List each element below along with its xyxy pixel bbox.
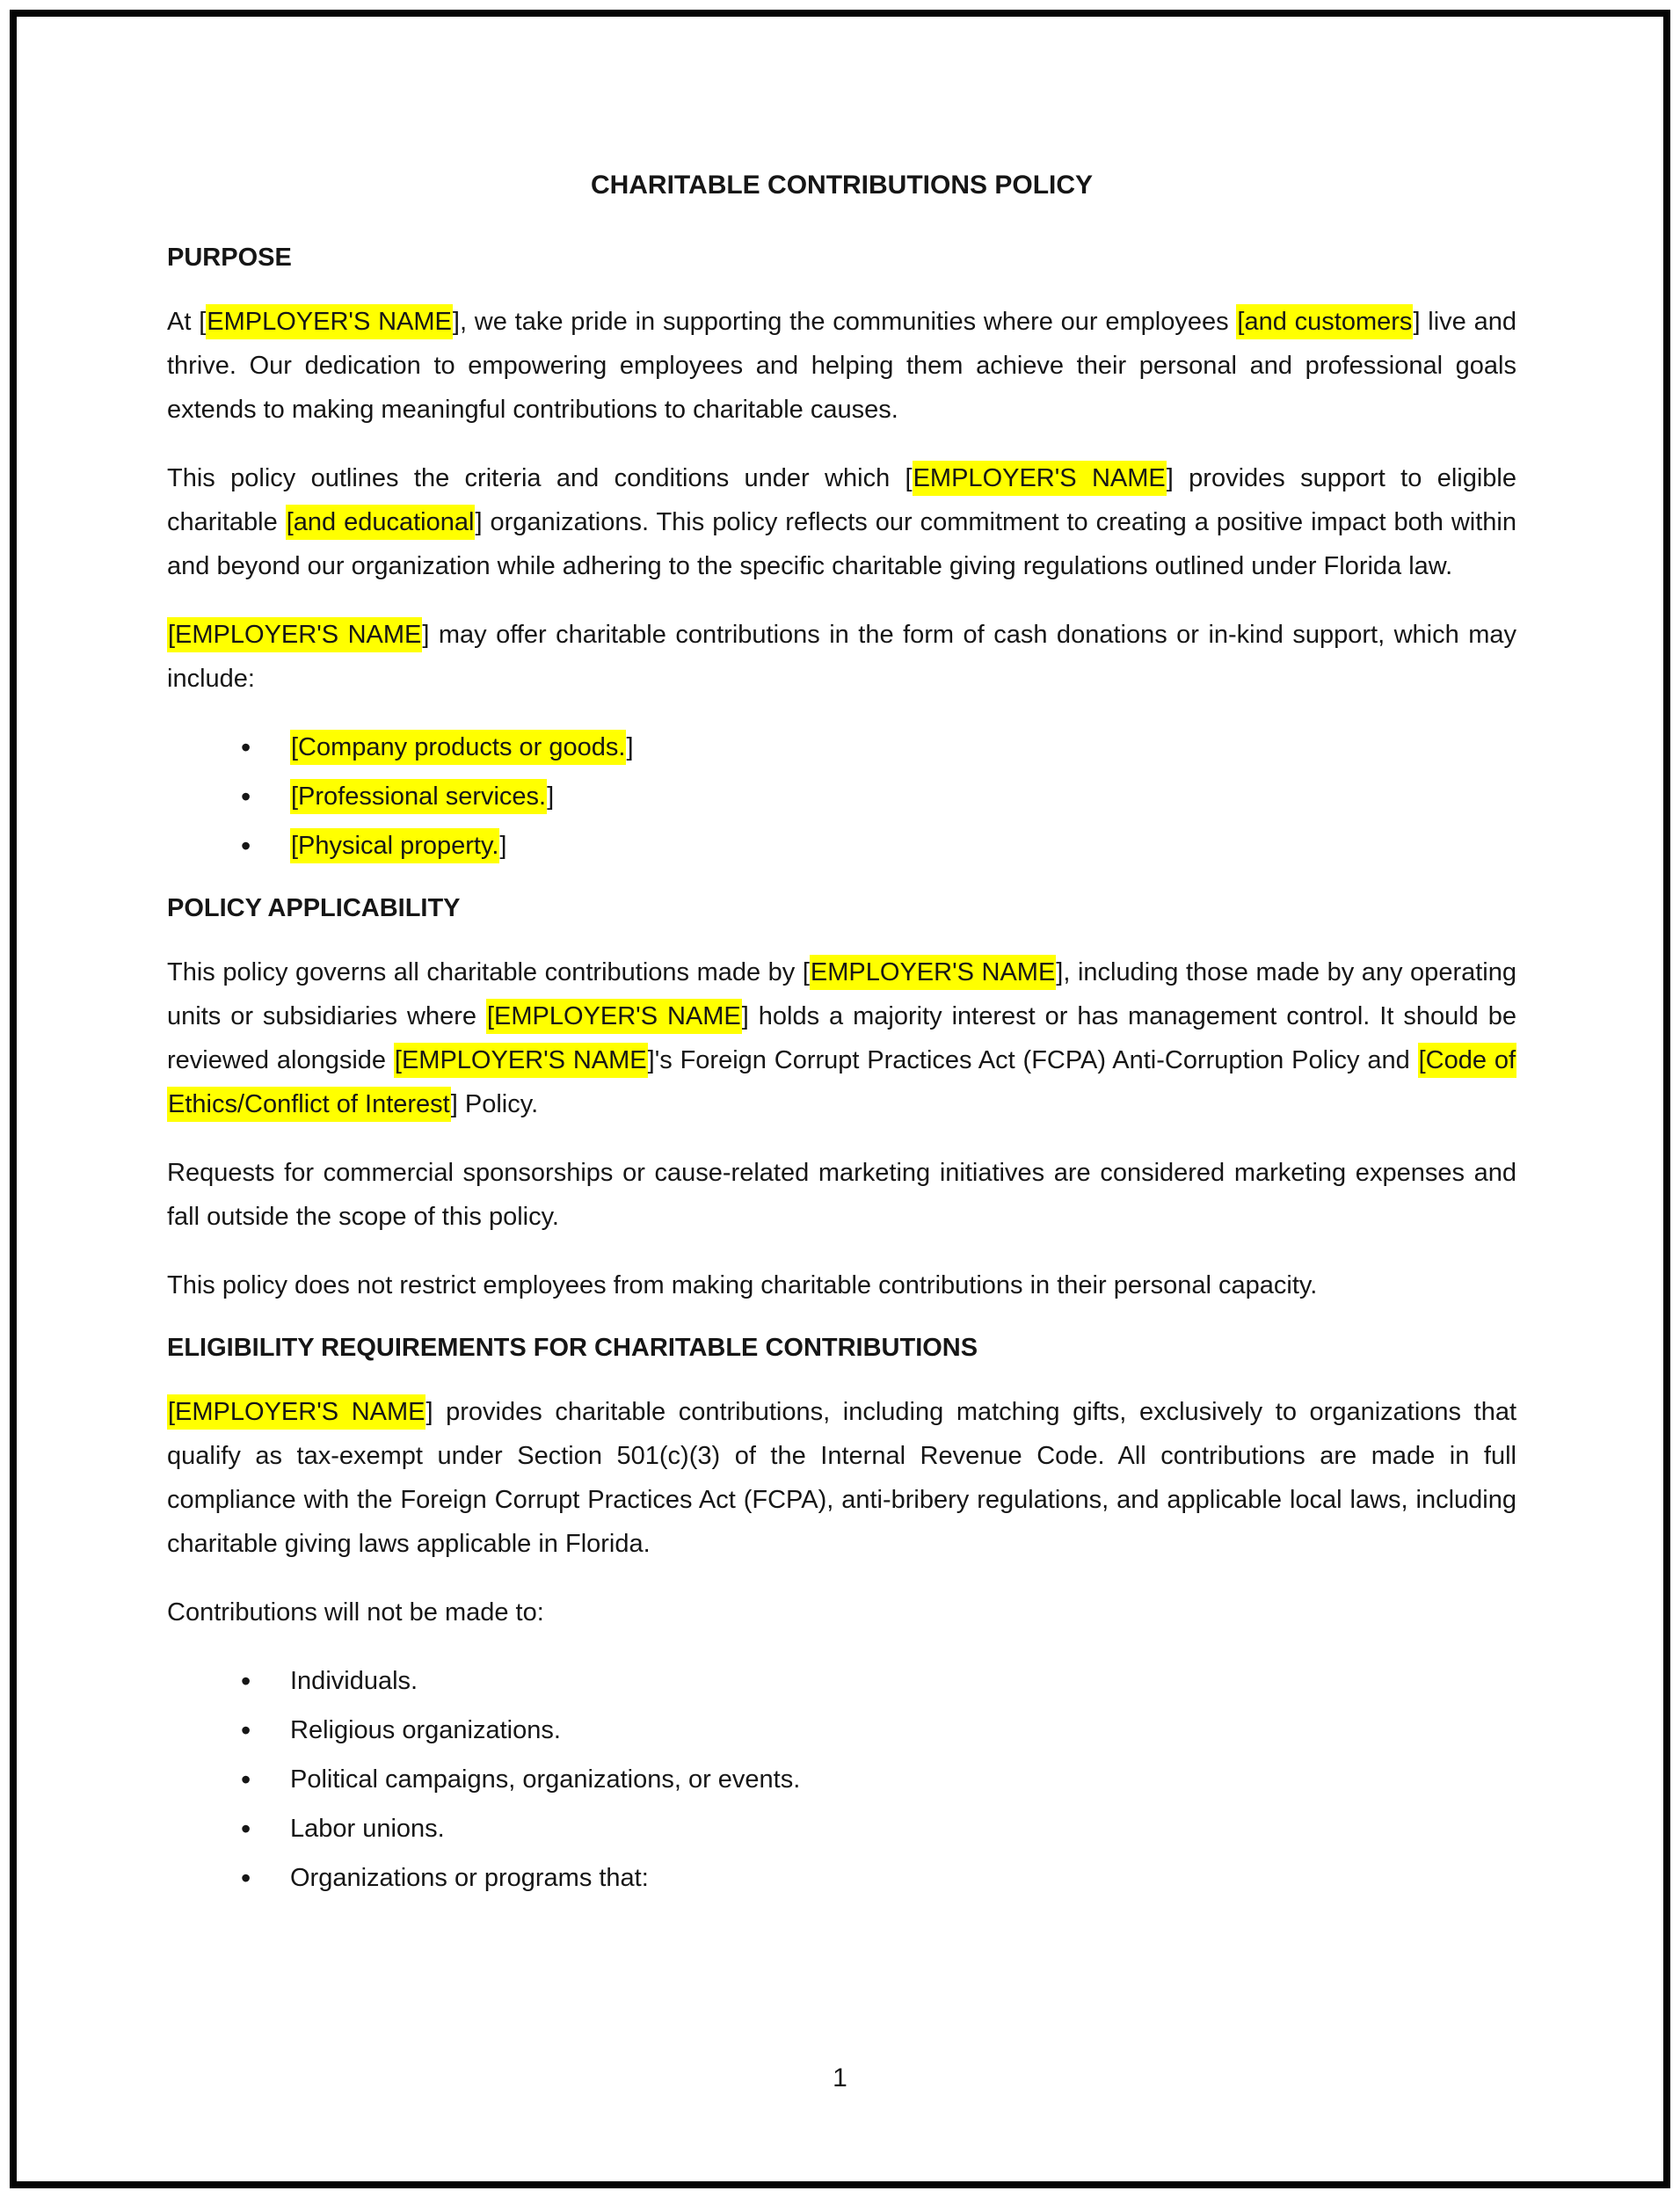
- highlighted-placeholder: EMPLOYER'S NAME: [810, 955, 1056, 990]
- text-run: Requests for commercial sponsorships or cause-related marketing initiatives are considered marketing expenses and fall outside the scope of this policy.: [167, 1159, 1516, 1231]
- highlighted-placeholder: [EMPLOYER'S NAME: [167, 1394, 425, 1430]
- text-run: This policy does not restrict employees from making charitable contributions in their personal capacity.: [167, 1271, 1318, 1299]
- text-run: ] live and thrive. Our dedication to empowering employees and helping them achieve their personal and professional goals extends to making meaningful contributions to charitable causes.: [167, 308, 1516, 424]
- highlighted-placeholder: [Physical property.: [290, 828, 499, 863]
- highlighted-placeholder: [Company products or goods.: [290, 730, 626, 765]
- list-item: [167, 775, 1516, 819]
- section-heading: POLICY APPLICABILITY: [167, 894, 461, 922]
- list-item: [167, 1758, 1516, 1801]
- text-run: ] provides support to eligible charitable: [167, 464, 1516, 536]
- highlighted-placeholder: EMPLOYER'S NAME: [913, 461, 1167, 496]
- paragraph: [167, 1590, 1516, 1634]
- bullet-list: [167, 1659, 1516, 1900]
- text-run: Contributions will not be made to:: [167, 1598, 544, 1627]
- bullet-list: [167, 725, 1516, 868]
- highlighted-placeholder: [EMPLOYER'S NAME: [394, 1043, 648, 1078]
- highlighted-placeholder: [EMPLOYER'S NAME: [486, 999, 742, 1034]
- page-title: CHARITABLE CONTRIBUTIONS POLICY: [590, 171, 1094, 200]
- highlighted-placeholder: EMPLOYER'S NAME: [206, 304, 453, 339]
- section-heading: PURPOSE: [167, 244, 292, 272]
- text-run: ] organizations. This policy reflects our commitment to creating a positive impact both within and beyond our organization while adhering to the specific charitable giving regulations outlined under Florida law.: [167, 508, 1516, 580]
- page-number: 1: [833, 2063, 847, 2092]
- text-run: ]: [547, 782, 555, 811]
- list-item: [167, 824, 1516, 868]
- text-run: ], including those made by any operating units or subsidiaries where: [167, 958, 1516, 1030]
- text-run: Organizations or programs that:: [290, 1864, 649, 1892]
- highlighted-placeholder: [Code of Ethics/Conflict of Interest: [167, 1043, 1516, 1122]
- paragraph: [167, 1263, 1516, 1307]
- paragraph: [167, 950, 1516, 1126]
- document-body: [167, 242, 1516, 1900]
- text-run: ]'s Foreign Corrupt Practices Act (FCPA) Anti-Corruption Policy and: [647, 1046, 1418, 1074]
- text-run: ]: [626, 733, 634, 761]
- paragraph: [167, 456, 1516, 588]
- text-run: Religious organizations.: [290, 1716, 561, 1744]
- text-run: ] provides charitable contributions, including matching gifts, exclusively to organizations that qualify as tax-exempt under Section 501(c)(3) of the Internal Revenue Code. All contributions are made in full compliance with the Foreign Corrupt Practices Act (FCPA), anti-bribery regulations, and applicable local laws, including charitable giving laws applicable in Florida.: [167, 1398, 1517, 1558]
- paragraph: [167, 1151, 1516, 1239]
- paragraph: [167, 300, 1516, 432]
- list-item: [167, 1708, 1516, 1752]
- text-run: This policy governs all charitable contributions made by [: [167, 958, 810, 986]
- paragraph: [167, 1390, 1516, 1566]
- text-run: This policy outlines the criteria and conditions under which [: [167, 464, 913, 492]
- list-item: [167, 725, 1516, 769]
- text-run: Labor unions.: [290, 1815, 445, 1843]
- text-run: Individuals.: [290, 1667, 418, 1695]
- text-run: ] may offer charitable contributions in the form of cash donations or in-kind support, which may include:: [167, 621, 1516, 693]
- text-run: ]: [499, 832, 507, 860]
- highlighted-placeholder: [EMPLOYER'S NAME: [167, 617, 422, 652]
- highlighted-placeholder: [Professional services.: [290, 779, 547, 814]
- text-run: Political campaigns, organizations, or events.: [290, 1765, 801, 1794]
- text-run: ], we take pride in supporting the communities where our employees: [452, 308, 1237, 336]
- paragraph: [167, 613, 1516, 701]
- highlighted-placeholder: [and customers: [1236, 304, 1413, 339]
- section-heading: ELIGIBILITY REQUIREMENTS FOR CHARITABLE CONTRIBUTIONS: [167, 1334, 978, 1362]
- list-item: [167, 1856, 1516, 1900]
- text-run: At [: [167, 308, 207, 336]
- text-run: ] Policy.: [450, 1090, 539, 1118]
- highlighted-placeholder: [and educational: [286, 505, 476, 540]
- text-run: ] holds a majority interest or has management control. It should be reviewed alongside: [167, 1002, 1517, 1074]
- list-item: [167, 1807, 1516, 1851]
- list-item: [167, 1659, 1516, 1703]
